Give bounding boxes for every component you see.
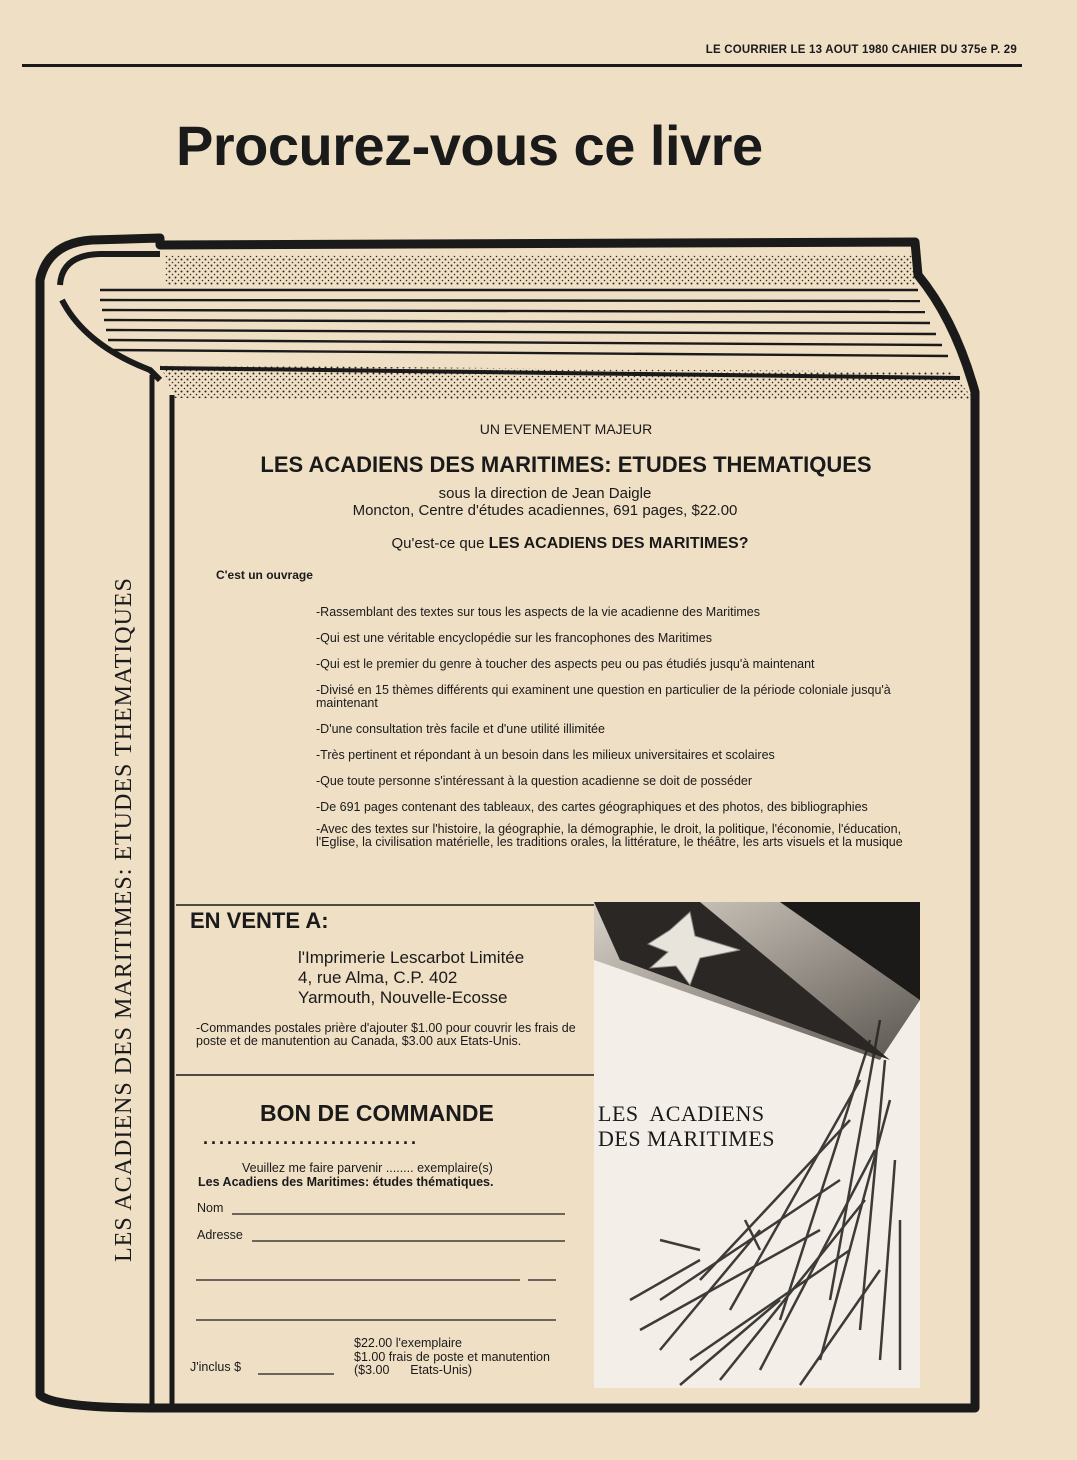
sale-heading: EN VENTE A: xyxy=(190,908,329,933)
list-item: -Qui est une véritable encyclopédie sur les francophones des Maritimes xyxy=(316,631,713,645)
question xyxy=(175,535,965,553)
price-line: $1.00 frais de poste et manutention xyxy=(354,1349,550,1364)
page-block-shading xyxy=(165,255,915,285)
order-heading: BON DE COMMANDE xyxy=(260,1100,494,1126)
enclose-field[interactable] xyxy=(258,1356,334,1374)
list-item: -D'une consultation très facile et d'une utilité illimitée xyxy=(316,722,605,736)
page-lines xyxy=(100,290,948,356)
spine-curl xyxy=(60,254,160,380)
order-dots: ........................... xyxy=(203,1128,420,1148)
list-item: -De 691 pages contenant des tableaux, des cartes géographiques et des photos, des bibliographies xyxy=(316,800,868,814)
address-field[interactable] xyxy=(252,1223,565,1241)
name-label: Nom xyxy=(197,1201,224,1215)
price-line: ($3.00 Etats-Unis) xyxy=(354,1363,473,1377)
address-field-3[interactable] xyxy=(196,1302,556,1320)
address-label: Adresse xyxy=(197,1228,243,1242)
list-item: -Que toute personne s'intéressant à la question acadienne se doit de posséder xyxy=(316,774,753,788)
address-line: Yarmouth, Nouvelle-Ecosse xyxy=(298,988,508,1007)
list-item: -Divisé en 15 thèmes différents qui examinent une question en particulier de la période coloniale jusqu'à maintenant xyxy=(316,683,891,710)
cover-title-line: LES ACADIENS xyxy=(598,1101,765,1126)
masthead: LE COURRIER LE 13 AOUT 1980 CAHIER DU 375e P. 29 xyxy=(705,44,1017,56)
price-line: $22.00 l'exemplaire xyxy=(354,1336,463,1350)
sale-address xyxy=(298,948,524,1008)
kicker: UN EVENEMENT MAJEUR xyxy=(479,421,653,437)
name-field[interactable] xyxy=(232,1196,565,1214)
price-lines xyxy=(354,1337,550,1378)
feature-list xyxy=(316,606,926,862)
intro: C'est un ouvrage xyxy=(216,568,313,582)
order-book-title: Les Acadiens des Maritimes: études thématiques. xyxy=(198,1175,494,1189)
address-line: l'Imprimerie Lescarbot Limitée xyxy=(298,948,525,967)
headline: Procurez-vous ce livre xyxy=(176,114,763,177)
question-emphasis: LES ACADIENS DES MARITIMES? xyxy=(488,535,749,552)
list-item: -Très pertinent et répondant à un besoin dans les milieux universitaires et scolaires xyxy=(316,748,775,762)
order-request[interactable]: Veuillez me faire parvenir ........ exemplaire(s) xyxy=(242,1161,493,1175)
enclose-label: J'inclus $ xyxy=(190,1360,242,1374)
address-field-2[interactable] xyxy=(196,1262,556,1280)
editor-line: sous la direction de Jean Daigle xyxy=(438,485,652,502)
postal-note: -Commandes postales prière d'ajouter $1.00 pour couvrir les frais de poste et de manutention au Canada, $3.00 aux Etats-Unis. xyxy=(196,1021,576,1048)
cover-title-line: DES MARITIMES xyxy=(598,1126,776,1151)
list-item: -Qui est le premier du genre à toucher des aspects peu ou pas étudiés jusqu'à maintenant xyxy=(316,657,815,671)
book-title: LES ACADIENS DES MARITIMES: ETUDES THEMATIQUES xyxy=(260,452,872,477)
spine-title: LES ACADIENS DES MARITIMES: ETUDES THEMATIQUES xyxy=(111,577,137,1262)
address-line: 4, rue Alma, C.P. 402 xyxy=(298,968,458,987)
list-item: -Rassemblant des textes sur tous les aspects de la vie acadienne des Maritimes xyxy=(316,605,760,619)
publisher-line: Moncton, Centre d'études acadiennes, 691 pages, $22.00 xyxy=(352,502,738,519)
question-prefix: Qu'est-ce que xyxy=(391,535,485,552)
list-item: -Avec des textes sur l'histoire, la géographie, la démographie, le droit, la politique, l'économie, l'éducation, l'Eglise, la civilisation matérielle, les traditions orales, la littérature, le théâtre, les arts visuels et la musique xyxy=(316,822,903,849)
book-direction xyxy=(175,485,915,519)
cover-title xyxy=(598,1101,775,1151)
